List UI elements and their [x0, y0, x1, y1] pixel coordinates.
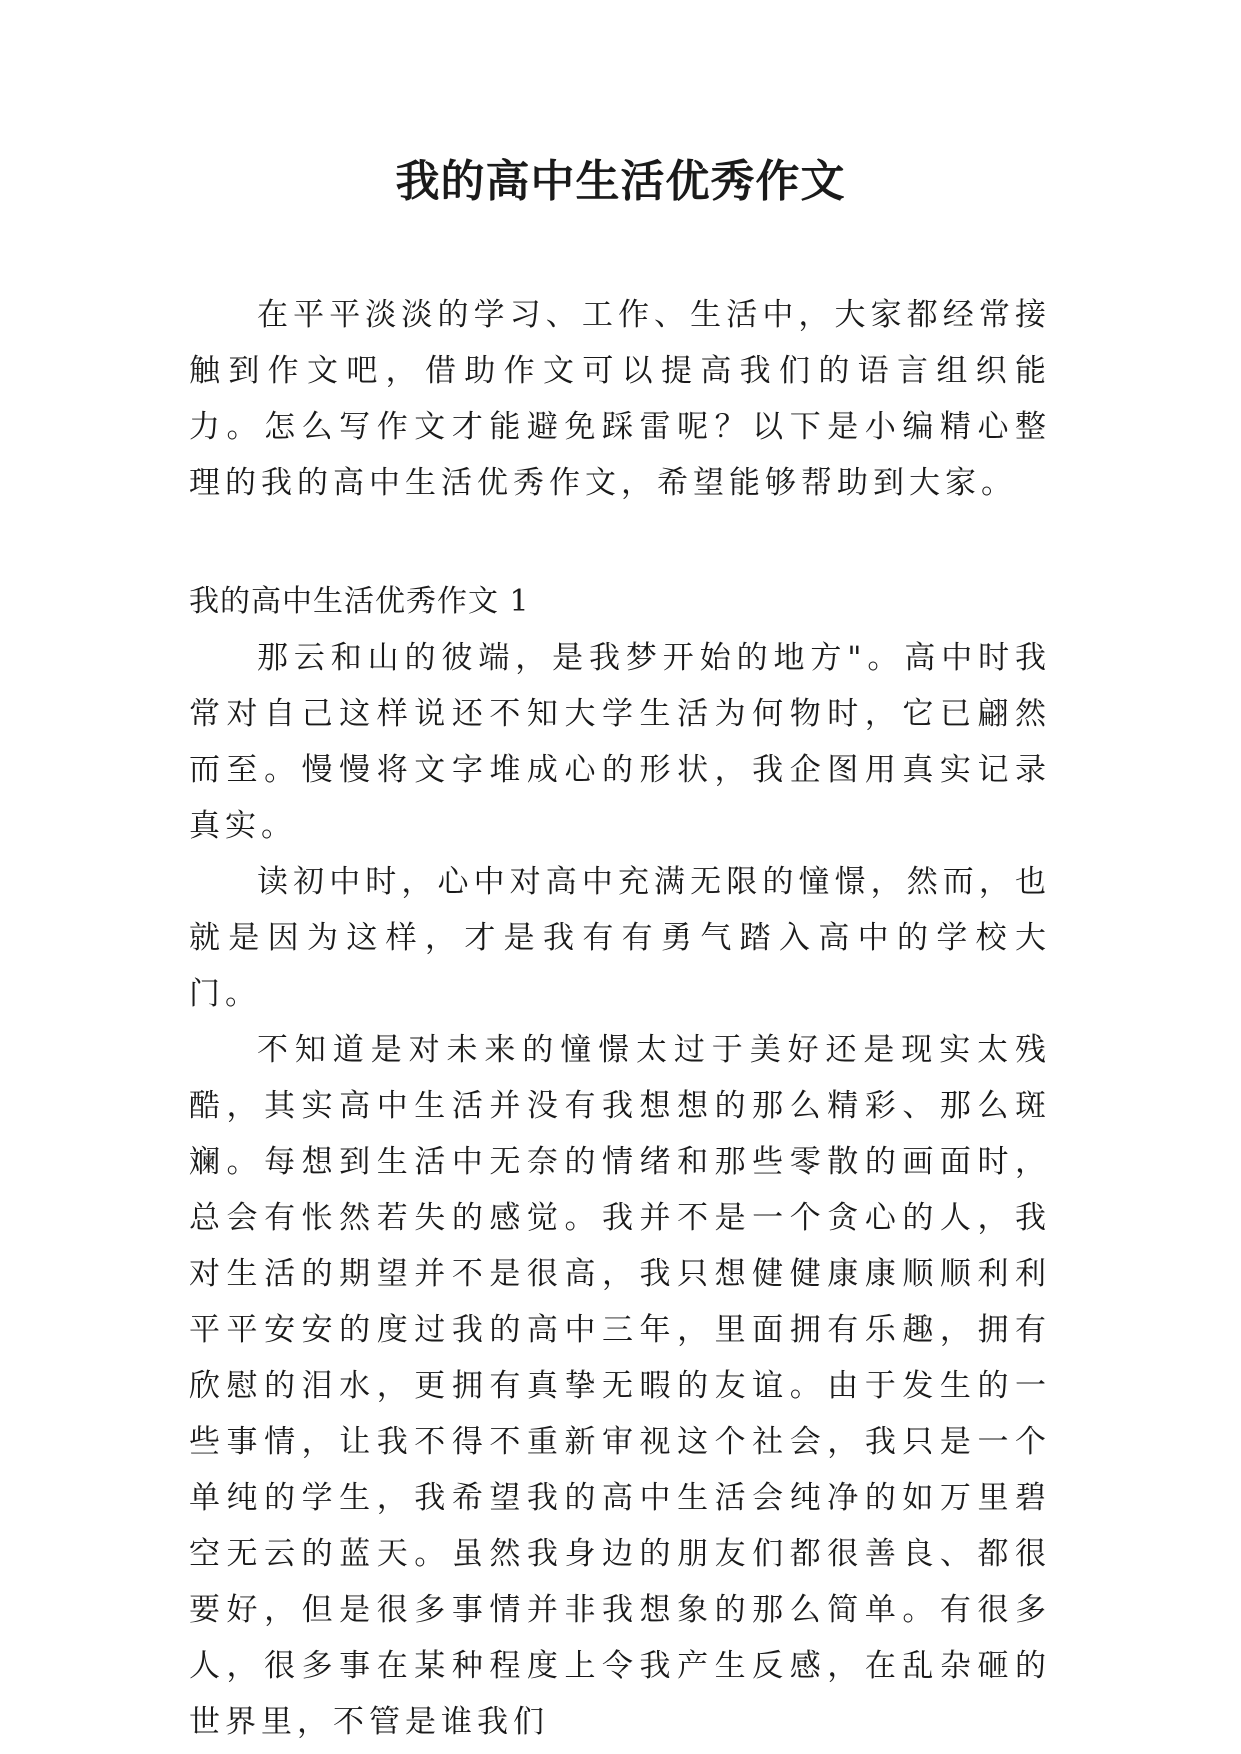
intro-paragraph: 在平平淡淡的学习、工作、生活中，大家都经常接触到作文吧，借助作文可以提高我们的语言组织能力。怎么写作文才能避免踩雷呢？以下是小编精心整理的我的高中生活优秀作文，希望能够帮助到大家。: [189, 297, 1051, 501]
body-paragraph-3: 不知道是对未来的憧憬太过于美好还是现实太残酷，其实高中生活并没有我想想的那么精彩、那么斑斓。每想到生活中无奈的情绪和那些零散的画面时，总会有怅然若失的感觉。我并不是一个贪心的人，我对生活的期望并不是很高，我只想健健康康顺顺利利平平安安的度过我的高中三年，里面拥有乐趣，拥有欣慰的泪水，更拥有真挚无暇的友谊。由于发生的一些事情，让我不得不重新审视这个社会，我只是一个单纯的学生，我希望我的高中生活会纯净的如万里碧空无云的蓝天。虽然我身边的朋友们都很善良、都很要好，但是很多事情并非我想象的那么简单。有很多人，很多事在某种程度上令我产生反感，在乱杂砸的世界里，不管是谁我们: [189, 1032, 1051, 1740]
section-heading: 我的高中生活优秀作文 1: [189, 584, 530, 619]
body-paragraph-2: 读初中时，心中对高中充满无限的憧憬，然而，也就是因为这样，才是我有有勇气踏入高中的学校大门。: [189, 864, 1051, 1012]
document-body: [189, 287, 1051, 1750]
body-paragraph-1: 那云和山的彼端，是我梦开始的地方"。高中时我常对自己这样说还不知大学生活为何物时，它已翩然而至。慢慢将文字堆成心的形状，我企图用真实记录真实。: [189, 640, 1051, 844]
document-title: 我的高中生活优秀作文: [395, 156, 846, 207]
